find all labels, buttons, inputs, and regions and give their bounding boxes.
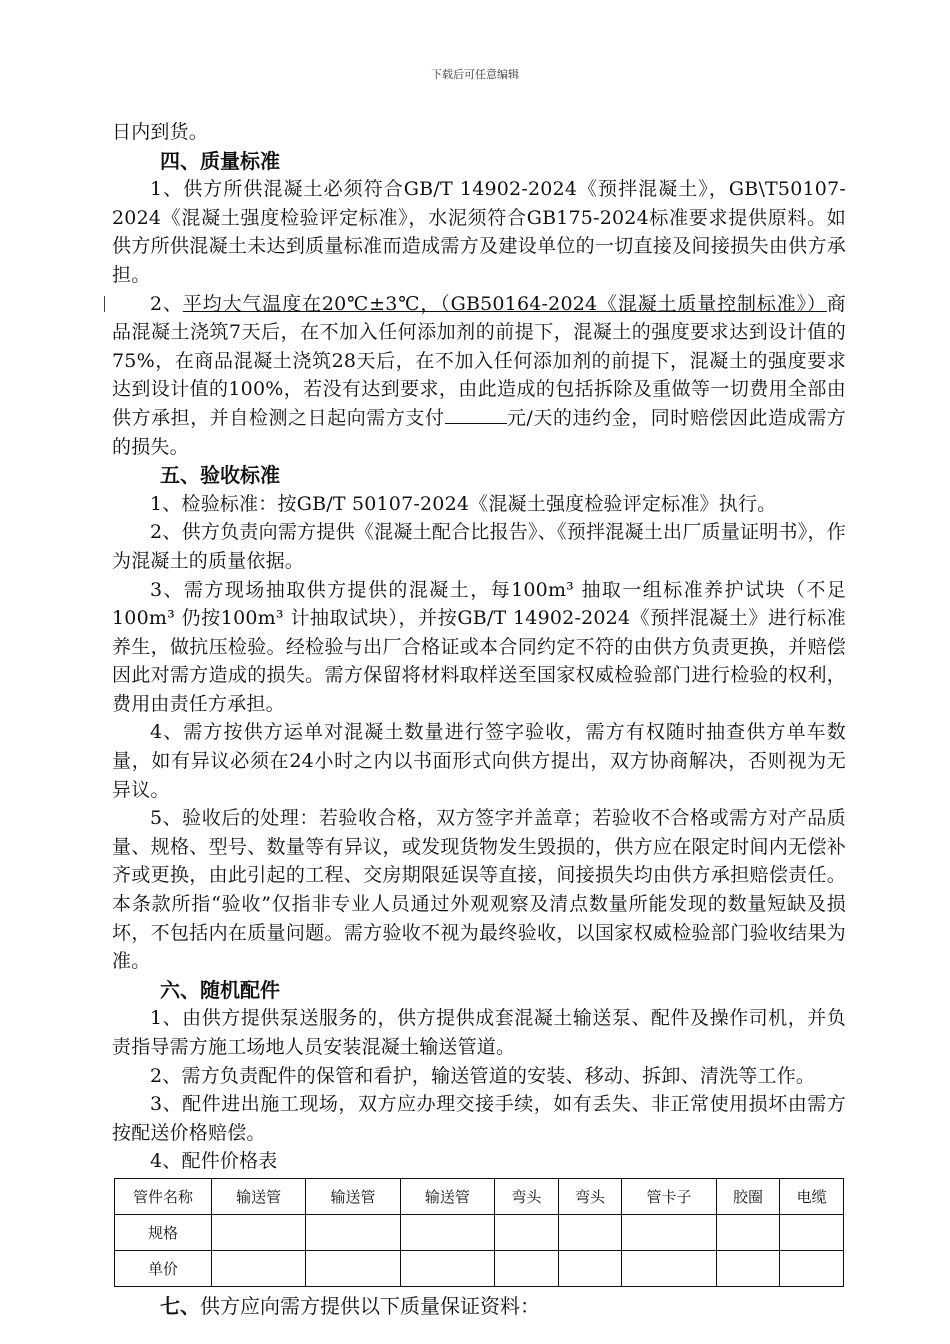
- table-row-price: [115, 1250, 844, 1286]
- table-cell[interactable]: [212, 1214, 306, 1250]
- table-cell[interactable]: [212, 1250, 306, 1286]
- section-heading-quality: 四、质量标准: [160, 148, 280, 173]
- table-cell[interactable]: [558, 1250, 622, 1286]
- underlined-condition: 平均大气温度在20℃±3℃，（GB50164-2024《混凝土质量控制标准》）: [182, 292, 827, 315]
- section-text: 供方应向需方提供以下质量保证资料：: [200, 1293, 540, 1318]
- acceptance-clause-1: 1、检验标准：按GB/T 50107-2024《混凝土强度检验评定标准》执行。: [150, 492, 777, 515]
- section-number: 七、: [160, 1293, 200, 1318]
- table-cell[interactable]: [306, 1250, 400, 1286]
- table-row-spec: [115, 1214, 844, 1250]
- table-header-cell: 管卡子: [622, 1178, 716, 1214]
- accessory-price-table: [114, 1178, 844, 1287]
- quality-clause-2: [112, 290, 846, 462]
- acceptance-clause-5: 5、验收后的处理：若验收合格，双方签字并盖章；若验收不合格或需方对产品质量、规格、型号、数量等有异议，或发现货物发生毁损的，供方应在限定时间内无偿补齐或更换，由此引起的工程、交房期限延误等直接，间接损失均由供方承担赔偿责任。本条款所指“验收”仅指非专业人员通过外观观察及清点数量所能发现的数量短缺及损坏，不包括内在质量问题。需方验收不视为最终验收，以国家权威检验部门验收结果为准。: [112, 807, 846, 973]
- table-cell[interactable]: [780, 1250, 844, 1286]
- accessories-clause-4: 4、配件价格表: [150, 1150, 278, 1173]
- table-header-cell: 电缆: [780, 1178, 844, 1214]
- accessories-clause-1: 1、由供方提供泵送服务的，供方提供成套混凝土输送泵、配件及操作司机，并负责指导需方施工场地人员安装混凝土输送管道。: [112, 1007, 846, 1058]
- section-heading-acceptance: 五、验收标准: [160, 463, 280, 488]
- table-header-cell: 弯头: [558, 1178, 622, 1214]
- section-heading-quality-docs: [112, 1292, 846, 1320]
- table-header-cell: 输送管: [400, 1178, 494, 1214]
- clause-number: 2、: [150, 292, 183, 315]
- quality-clause-1: 1、供方所供混凝土必须符合GB/T 14902-2024《预拌混凝土》，GB\T50107-2024《混凝土强度检验评定标准》，水泥须符合GB175-2024标准要求提供原料。如供方所供混凝土未达到质量标准而造成需方及建设单位的一切直接及间接损失由供方承担。: [112, 178, 846, 286]
- table-cell[interactable]: [558, 1214, 622, 1250]
- revision-marker: [104, 296, 105, 312]
- section-heading-accessories: 六、随机配件: [160, 977, 280, 1002]
- table-cell[interactable]: [400, 1214, 494, 1250]
- table-header-cell: 输送管: [212, 1178, 306, 1214]
- row-label-spec: 规格: [115, 1214, 212, 1250]
- clause-tail: 元/天的违约金，同时赔偿因此造成需方的损失。: [112, 406, 846, 458]
- page-header: 下载后可任意编辑: [431, 68, 519, 81]
- table-cell[interactable]: [400, 1250, 494, 1286]
- table-cell[interactable]: [622, 1214, 716, 1250]
- accessories-clause-3: 3、配件进出施工现场，双方应办理交接手续，如有丢失、非正常使用损坏由需方按配送价格赔偿。: [112, 1093, 846, 1144]
- table-cell[interactable]: [780, 1214, 844, 1250]
- paragraph-continuation: 日内到货。: [112, 121, 209, 143]
- acceptance-clause-3: 3、需方现场抽取供方提供的混凝土，每100m³ 抽取一组标准养护试块（不足100m³ 仍按100m³ 计抽取试块），并按GB/T 14902-2024《预拌混凝土》进行标准养生，做抗压检验。经检验与出厂合格证或本合同约定不符的由供方负责更换，并赔偿因此对需方造成的损失。需方保留将材料取样送至国家权威检验部门进行检验的权利，费用由责任方承担。: [112, 578, 846, 715]
- table-header-cell: 胶圈: [716, 1178, 780, 1214]
- table-cell[interactable]: [495, 1214, 559, 1250]
- table-header-cell: 输送管: [306, 1178, 400, 1214]
- table-cell[interactable]: [716, 1250, 780, 1286]
- clause-body: 商品混凝土浇筑7天后，在不加入任何添加剂的前提下，混凝土的强度要求达到设计值的75%，在商品混凝土浇筑28天后，在不加入任何添加剂的前提下，混凝土的强度要求达到设计值的100%，若没有达到要求，由此造成的包括拆除及重做等一切费用全部由供方承担，并自检测之日起向需方支付: [112, 292, 846, 429]
- table-cell[interactable]: [622, 1250, 716, 1286]
- table-header-cell: 弯头: [495, 1178, 559, 1214]
- table-header-row: [115, 1178, 844, 1214]
- table-header-cell: 管件名称: [115, 1178, 212, 1214]
- table-cell[interactable]: [495, 1250, 559, 1286]
- document-body: [112, 118, 846, 1320]
- acceptance-clause-4: 4、需方按供方运单对混凝土数量进行签字验收，需方有权随时抽查供方单车数量，如有异议必须在24小时之内以书面形式向供方提出，双方协商解决，否则视为无异议。: [112, 721, 846, 801]
- row-label-price: 单价: [115, 1250, 212, 1286]
- table-cell[interactable]: [306, 1214, 400, 1250]
- acceptance-clause-2: 2、供方负责向需方提供《混凝土配合比报告》、《预拌混凝土出厂质量证明书》，作为混凝土的质量依据。: [112, 521, 846, 572]
- table-cell[interactable]: [716, 1214, 780, 1250]
- accessories-clause-2: 2、需方负责配件的保管和看护，输送管道的安装、移动、拆卸、清洗等工作。: [150, 1064, 816, 1087]
- penalty-amount-blank[interactable]: [445, 405, 507, 424]
